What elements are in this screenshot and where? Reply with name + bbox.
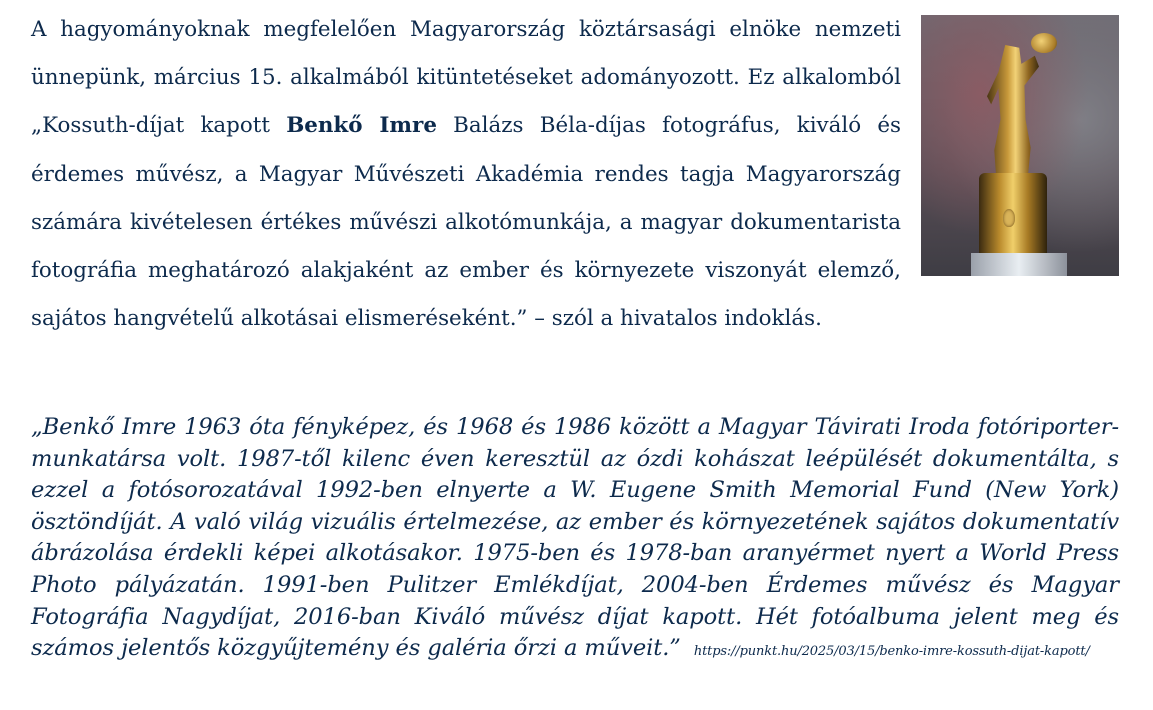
statuette-stand [971, 253, 1067, 276]
intro-text-start: A hagyományoknak megfelelően Magyarország köztársasági elnöke nemzeti ünnepünk, március 15. alkalmából kitüntetéseket adományozott. Ez alkalomból „Kossuth-díjat kapott [31, 17, 901, 139]
statuette-figure [987, 45, 1039, 180]
intro-text-end: Balázs Béla-díjas fotográfus, kiváló és érdemes művész, a Magyar Művészeti Akadémia rendes tagja Magyarország számára kivételesen értékes művészi alkotómunkája, a magyar dokumentarista fotográfia meghatározó alakjaként az ember és környezete viszonyát elemző, sajátos hangvételű alkotásai elismeréseként.” – szól a hivatalos indoklás. [31, 113, 901, 332]
biography-quote [31, 412, 1119, 668]
statuette-raised-arm [1031, 33, 1057, 53]
intro-paragraph [31, 6, 1119, 343]
kossuth-prize-statuette-image [921, 15, 1119, 276]
laureate-name: Benkő Imre [286, 113, 437, 139]
source-url[interactable]: https://punkt.hu/2025/03/15/benko-imre-kossuth-dijat-kapott/ [693, 644, 1090, 660]
quote-text: „Benkő Imre 1963 óta fényképez, és 1968 és 1986 között a Magyar Távirati Iroda fotóriporter-munkatársa volt. 1987-től kilenc éven keresztül az ózdi kohászat leépülését dokumentálta, s ezzel a fotósorozatával 1992-ben elnyerte a W. Eugene Smith Memorial Fund (New York) ösztöndíját. A való világ vizuális értelmezése, az ember és környezetének sajátos dokumentatív ábrázolása érdekli képei alkotásakor. 1975-ben és 1978-ban aranyérmet nyert a World Press Photo pályázatán. 1991-ben Pulitzer Emlékdíjat, 2004-ben Érdemes művész és Magyar Fotográfia Nagydíjat, 2016-ban Kiváló művész díjat kapott. Hét fotóalbuma jelent meg és számos jelentős közgyűjtemény és galéria őrzi a műveit.” [31, 414, 1119, 662]
coat-of-arms-icon [1003, 209, 1015, 227]
